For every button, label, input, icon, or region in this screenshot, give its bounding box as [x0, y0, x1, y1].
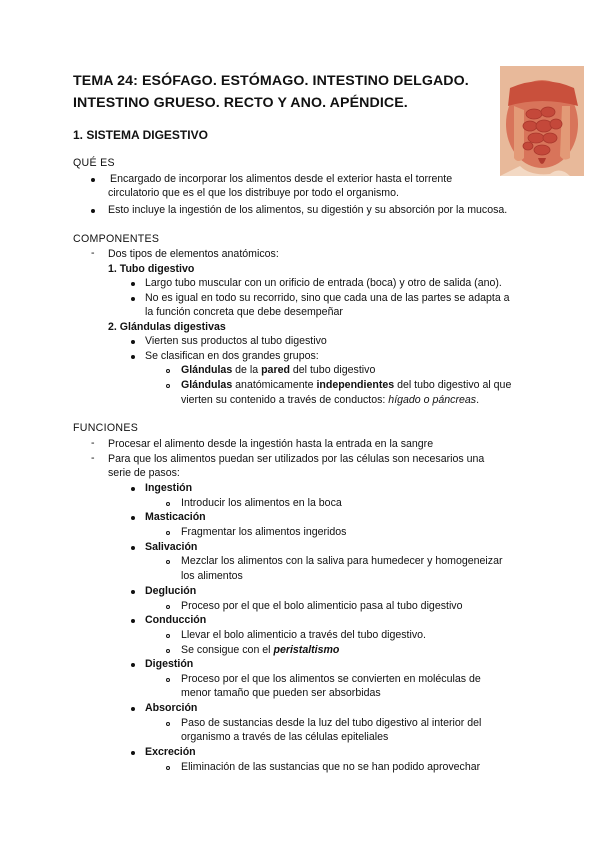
- paso-masticacion: Masticación: [145, 511, 206, 523]
- tubo-item-2-line-2: la función concreta que debe desempeñar: [145, 306, 343, 318]
- circle-bullet-icon: [166, 369, 170, 373]
- tubo-item-1: Largo tubo muscular con un orificio de entrada (boca) y otro de salida (ano).: [145, 277, 502, 289]
- paso-ingestion: Ingestión: [145, 482, 193, 494]
- paso-digestion: Digestión: [145, 658, 194, 670]
- paso-digestion-desc-line-1: Proceso por el que los alimentos se convierten en moléculas de: [181, 673, 481, 685]
- bullet-icon: [131, 355, 135, 359]
- paso-conduccion: Conducción: [145, 614, 207, 626]
- circle-bullet-icon: [166, 766, 170, 770]
- bullet-icon: [131, 590, 135, 594]
- circle-bullet-icon: [166, 722, 170, 726]
- paso-absorcion: Absorción: [145, 702, 198, 714]
- circle-bullet-icon: [166, 649, 170, 653]
- circle-bullet-icon: [166, 634, 170, 638]
- section-heading: 1. SISTEMA DIGESTIVO: [73, 128, 208, 142]
- tubo-item-2-line-1: No es igual en todo su recorrido, sino que cada una de las partes se adapta a: [145, 292, 510, 304]
- bullet-icon: [131, 619, 135, 623]
- dash-icon: -: [91, 437, 95, 449]
- glandulas-sub-2-line-1: Glándulas anatómicamente independientes del tubo digestivo al que: [181, 379, 512, 391]
- paso-salivacion-desc-line-2: los alimentos: [181, 570, 243, 582]
- bullet-icon: [131, 546, 135, 550]
- glandulas-sub-2-line-2: vierten su contenido a través de conductos: hígado o páncreas.: [181, 394, 480, 406]
- paso-excrecion: Excreción: [145, 746, 196, 758]
- funciones-item-2-line-2: serie de pasos:: [108, 467, 180, 479]
- dash-icon: -: [91, 247, 95, 259]
- paso-conduccion-desc-1: Llevar el bolo alimenticio a través del tubo digestivo.: [181, 629, 426, 641]
- page-title: [73, 70, 493, 114]
- funciones-heading: FUNCIONES: [73, 422, 139, 434]
- funciones-item-2-line-1: Para que los alimentos puedan ser utilizados por las células son necesarios una: [108, 453, 485, 465]
- glandulas-item-2: Se clasifican en dos grandes grupos:: [145, 350, 319, 362]
- tubo-digestivo-title: 1. Tubo digestivo: [108, 263, 195, 275]
- componentes-heading: COMPONENTES: [73, 233, 160, 245]
- bullet-icon: [91, 178, 95, 182]
- bullet-icon: [131, 487, 135, 491]
- glandulas-sub-1: Glándulas de la pared del tubo digestivo: [181, 364, 376, 376]
- circle-bullet-icon: [166, 605, 170, 609]
- bullet-icon: [131, 516, 135, 520]
- paso-masticacion-desc: Fragmentar los alimentos ingeridos: [181, 526, 347, 538]
- paso-ingestion-desc: Introducir los alimentos en la boca: [181, 497, 342, 509]
- bullet-icon: [131, 297, 135, 301]
- que-es-item-1-line-1: Encargado de incorporar los alimentos desde el exterior hasta el torrente: [110, 173, 453, 185]
- bullet-icon: [131, 707, 135, 711]
- circle-bullet-icon: [166, 384, 170, 388]
- que-es-heading: QUÉ ES: [73, 157, 115, 169]
- bullet-icon: [131, 663, 135, 667]
- paso-excrecion-desc: Eliminación de las sustancias que no se han podido aprovechar: [181, 761, 481, 773]
- glandulas-title: 2. Glándulas digestivas: [108, 321, 226, 333]
- title-line-2: INTESTINO GRUESO. RECTO Y ANO. APÉNDICE.: [73, 95, 408, 111]
- paso-salivacion-desc-line-1: Mezclar los alimentos con la saliva para humedecer y homogeneizar: [181, 555, 503, 567]
- circle-bullet-icon: [166, 678, 170, 682]
- bullet-icon: [131, 282, 135, 286]
- paso-conduccion-desc-2: Se consigue con el peristaltismo: [181, 644, 340, 656]
- componentes-intro: Dos tipos de elementos anatómicos:: [108, 248, 279, 260]
- glandulas-item-1: Vierten sus productos al tubo digestivo: [145, 335, 327, 347]
- circle-bullet-icon: [166, 531, 170, 535]
- paso-deglucion: Deglución: [145, 585, 197, 597]
- paso-absorcion-desc-line-2: organismo a través de las células epiteliales: [181, 731, 389, 743]
- dash-icon: -: [91, 452, 95, 464]
- circle-bullet-icon: [166, 560, 170, 564]
- paso-digestion-desc-line-2: menor tamaño que pueden ser absorbidas: [181, 687, 381, 699]
- paso-salivacion: Salivación: [145, 541, 198, 553]
- paso-absorcion-desc-line-1: Paso de sustancias desde la luz del tubo digestivo al interior del: [181, 717, 482, 729]
- title-line-1: TEMA 24: ESÓFAGO. ESTÓMAGO. INTESTINO DELGADO.: [73, 73, 469, 89]
- que-es-item-2: Esto incluye la ingestión de los alimentos, su digestión y su absorción por la mucosa.: [108, 204, 508, 216]
- bullet-icon: [131, 340, 135, 344]
- funciones-item-1: Procesar el alimento desde la ingestión hasta la entrada en la sangre: [108, 438, 434, 450]
- circle-bullet-icon: [166, 502, 170, 506]
- bullet-icon: [131, 751, 135, 755]
- paso-deglucion-desc: Proceso por el que el bolo alimenticio pasa al tubo digestivo: [181, 600, 463, 612]
- que-es-item-1-line-2: circulatorio que es el que los distribuye por todo el organismo.: [108, 187, 399, 199]
- bullet-icon: [91, 209, 95, 213]
- digestive-system-illustration: [500, 66, 584, 176]
